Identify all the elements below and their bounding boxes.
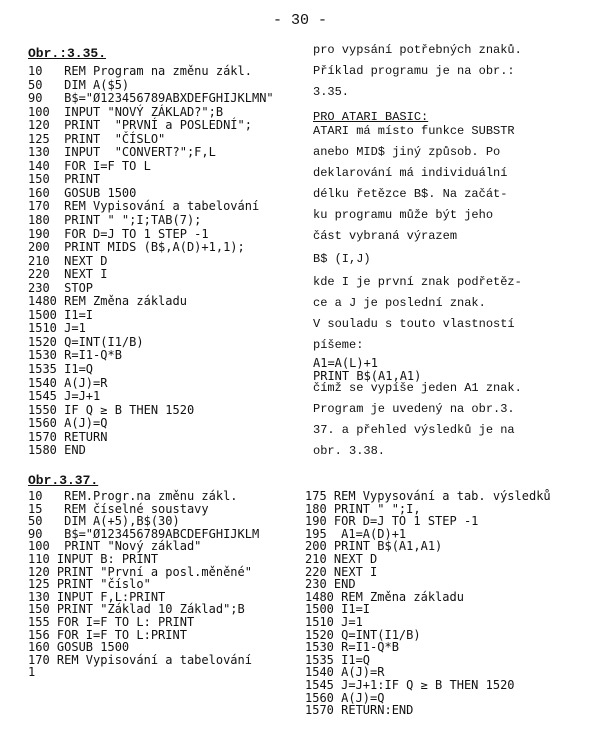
- code-line: 180 PRINT " ";I,: [305, 501, 421, 516]
- code-line: 200 PRINT MIDS (B$,A(D)+1,1);: [28, 240, 245, 255]
- code-line: 210 NEXT D: [28, 253, 108, 268]
- atari-basic-heading: PRO ATARI BASIC:: [313, 110, 429, 124]
- code-line: 1560 A(J)=Q: [305, 690, 385, 705]
- prose-line: ku programu může být jeho: [313, 208, 494, 222]
- code-line: 1520 Q=INT(I1/B): [305, 627, 421, 642]
- expression-substring: [313, 249, 371, 270]
- code-line: 190 FOR D=J TO 1 STEP -1: [305, 514, 479, 529]
- prose-line: čímž se vypíše jeden A1 znak.: [313, 381, 522, 395]
- prose-line: píšeme:: [313, 338, 364, 352]
- code-line: 210 NEXT D: [305, 551, 378, 566]
- code-line: 1520 Q=INT(I1/B): [28, 334, 144, 349]
- code-line: 150 PRINT: [28, 172, 101, 187]
- prose-line: 37. a přehled výsledků je na: [313, 423, 515, 437]
- code-line: 1540 A(J)=R: [305, 665, 385, 680]
- code-listing-3-35: [28, 65, 274, 458]
- code-listing-3-37-right: [305, 490, 551, 717]
- code-line: 1535 I1=Q: [305, 652, 371, 667]
- code-line: 125 PRINT "číslo": [28, 577, 151, 592]
- prose-paragraph-atari: [313, 121, 515, 247]
- code-line: 1500 I1=I: [305, 602, 371, 617]
- prose-line: ATARI má místo funkce SUBSTR: [313, 124, 515, 138]
- code-line: 130 INPUT "CONVERT?";F,L: [28, 145, 216, 160]
- code-line: 170 REM Vypisování a tabelování: [28, 652, 252, 667]
- code-line: 1580 END: [28, 443, 86, 458]
- code-line: 190 FOR D=J TO 1 STEP -1: [28, 226, 209, 241]
- code-line: PRINT B$(A1,A1): [313, 369, 422, 383]
- code-line: 1550 IF Q ≥ B THEN 1520: [28, 402, 195, 417]
- code-line: 1500 I1=I: [28, 307, 94, 322]
- code-line: 230 END: [305, 577, 356, 592]
- code-line: 220 NEXT I: [305, 564, 378, 579]
- prose-line: deklarování má individuální: [313, 166, 508, 180]
- code-listing-3-37-left: [28, 490, 259, 679]
- code-line: 120 PRINT "První a posl.měněné": [28, 564, 252, 579]
- code-line: 155 FOR I=F TO L: PRINT: [28, 614, 195, 629]
- code-line: 90 B$="Ø123456789ABCDEFGHIJKLM: [28, 526, 260, 541]
- code-line: 10 REM.Progr.na změnu zákl.: [28, 489, 238, 503]
- code-line: 150 PRINT "Základ 10 Základ";B: [28, 602, 245, 617]
- code-line: 1560 A(J)=Q: [28, 416, 108, 431]
- code-line: 50 DIM A(+5),B$(30): [28, 514, 180, 529]
- code-line: 140 FOR I=F TO L: [28, 158, 151, 173]
- code-line: 1480 REM Změna základu: [305, 589, 464, 604]
- code-line: 100 PRINT "Nový základ": [28, 539, 202, 554]
- code-line: 130 INPUT F,L:PRINT: [28, 589, 166, 604]
- expression-text: B$ (I,J): [313, 252, 371, 266]
- code-line: 160 GOSUB 1500: [28, 640, 130, 655]
- code-line: 50 DIM A($5): [28, 77, 130, 92]
- code-line: 156 FOR I=F TO L:PRINT: [28, 627, 187, 642]
- prose-paragraph-intro: [313, 40, 522, 103]
- code-line: 110 INPUT B: PRINT: [28, 551, 159, 566]
- code-line: 10 REM Program na změnu zákl.: [28, 64, 252, 78]
- prose-line: část vybraná výrazem: [313, 229, 458, 243]
- code-line: 1545 J=J+1:IF Q ≥ B THEN 1520: [305, 677, 515, 692]
- prose-line: pro vypsání potřebných znaků.: [313, 43, 522, 57]
- code-line: 1510 J=1: [28, 321, 86, 336]
- code-line: A1=A(L)+1: [313, 356, 379, 370]
- code-line: 1510 J=1: [305, 614, 363, 629]
- code-line: 175 REM Vypysování a tab. výsledků: [305, 489, 551, 503]
- figure-caption-3-37: Obr.3.37.: [28, 473, 99, 488]
- prose-line: Příklad programu je na obr.:: [313, 64, 515, 78]
- code-line: 1530 R=I1-Q*B: [305, 640, 399, 655]
- code-line: 1570 RETURN: [28, 429, 108, 444]
- code-line: 1545 J=J+1: [28, 389, 101, 404]
- code-line: 230 STOP: [28, 280, 94, 295]
- prose-line: ce a J je poslední znak.: [313, 296, 486, 310]
- prose-paragraph-reference: [313, 378, 522, 462]
- code-line: 15 REM číselné soustavy: [28, 501, 209, 516]
- code-line: 1570 RETURN:END: [305, 703, 414, 718]
- code-line: 120 PRINT "PRVNÍ a POSLEDNÍ";: [28, 118, 252, 133]
- code-line: 200 PRINT B$(A1,A1): [305, 539, 443, 554]
- code-line: 160 GOSUB 1500: [28, 185, 137, 200]
- code-line: 1: [28, 665, 36, 680]
- prose-line: kde I je první znak podřetěz-: [313, 275, 522, 289]
- prose-paragraph-explain: [313, 272, 522, 356]
- code-line: 1530 R=I1-Q*B: [28, 348, 122, 363]
- figure-caption-3-35: Obr.:3.35.: [28, 46, 107, 61]
- code-line: 195 A1=A(D)+1: [305, 526, 407, 541]
- code-line: 180 PRINT " ";I;TAB(7);: [28, 213, 202, 228]
- prose-line: anebo MID$ jiný způsob. Po: [313, 145, 501, 159]
- code-line: 220 NEXT I: [28, 267, 108, 282]
- prose-line: délku řetězce B$. Na začát-: [313, 187, 508, 201]
- code-line: 90 B$="Ø123456789ABXDEFGHIJKLMN": [28, 91, 274, 106]
- code-line: 125 PRINT "ČÍSLO": [28, 131, 166, 146]
- code-line: 100 INPUT "NOVÝ ZÁKLAD?";B: [28, 104, 224, 119]
- prose-line: Program je uvedený na obr.3.: [313, 402, 515, 416]
- prose-line: obr. 3.38.: [313, 444, 386, 458]
- prose-line: V souladu s touto vlastností: [313, 317, 515, 331]
- code-line: 1535 I1=Q: [28, 362, 94, 377]
- code-line: 1480 REM Změna základu: [28, 294, 187, 309]
- code-line: 170 REM Vypisování a tabelování: [28, 199, 260, 214]
- page-number: - 30 -: [272, 12, 327, 29]
- code-line: 1540 A(J)=R: [28, 375, 108, 390]
- prose-line: 3.35.: [313, 85, 350, 99]
